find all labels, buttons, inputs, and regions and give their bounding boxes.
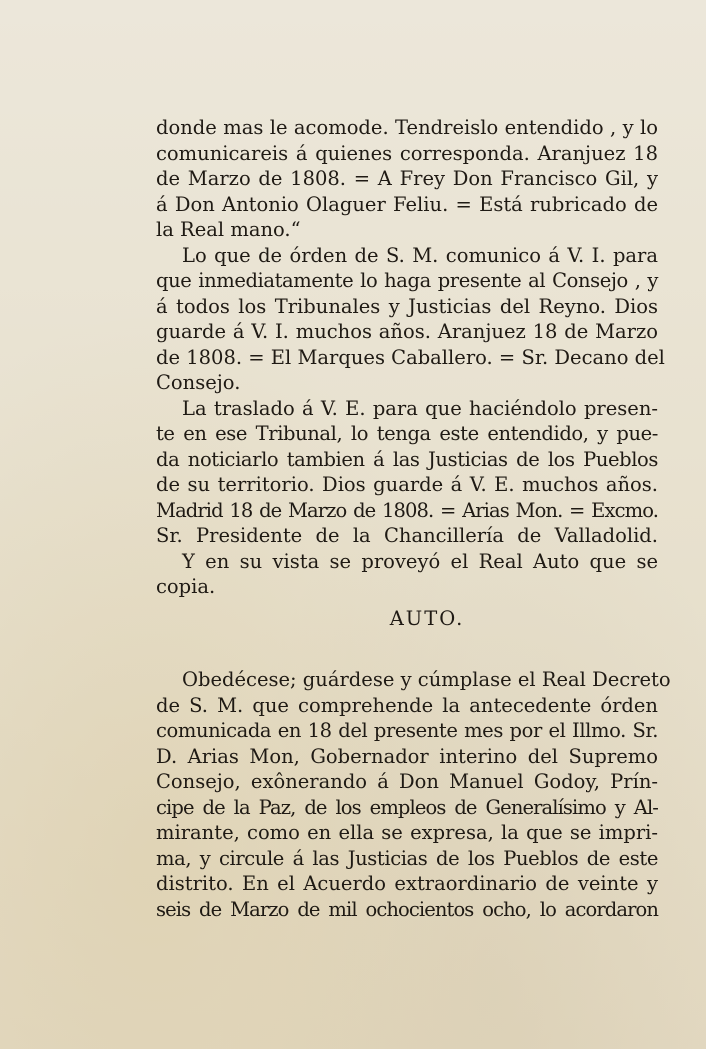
text-line: Sr. Presidente de la Chancillería de Valladolid. (156, 524, 658, 547)
text-line: La traslado á V. E. para que haciéndolo presen- (182, 396, 658, 420)
text-line: de S. M. que comprehende la antecedente órden (156, 693, 658, 717)
text-line: á Don Antonio Olaguer Feliu. = Está rubricado de (156, 192, 658, 216)
text-line: D. Arias Mon, Gobernador interino del Supremo (156, 744, 658, 768)
document-body (156, 115, 671, 922)
paragraph-4 (156, 549, 658, 600)
text-line: comunicada en 18 del presente mes por el Illmo. Sr. (156, 719, 658, 742)
section-heading: AUTO. (389, 606, 465, 630)
text-line: mirante, como en ella se expresa, la que se impri- (156, 821, 658, 844)
paragraph-2 (156, 243, 665, 396)
text-line: da noticiarlo tambien á las Justicias de los Pueblos (156, 447, 658, 471)
text-line: de 1808. = El Marques Caballero. = Sr. Decano del (156, 345, 665, 369)
text-line: comunicareis á quienes corresponda. Aranjuez 18 (156, 141, 658, 165)
text-line: que inmediatamente lo haga presente al Consejo , y (156, 269, 658, 292)
text-line: guarde á V. I. muchos años. Aranjuez 18 de Marzo (156, 320, 658, 343)
text-line: distrito. En el Acuerdo extraordinario de veinte y (156, 872, 658, 895)
paragraph-3 (156, 396, 658, 549)
text-line: copia. (156, 575, 216, 598)
paragraph-1 (156, 115, 658, 243)
text-line: seis de Marzo de mil ochocientos ocho, lo acordaron (156, 897, 658, 921)
text-line: la Real mano.“ (156, 218, 301, 241)
text-line: te en ese Tribunal, lo tenga este entendido, y pue- (156, 422, 658, 445)
text-line: Madrid 18 de Marzo de 1808. = Arias Mon. = Excmo. (156, 498, 658, 522)
text-line: Obedécese; guárdese y cúmplase el Real Decreto (182, 668, 671, 691)
text-line: cipe de la Paz, de los empleos de Generalísimo y Al- (156, 795, 658, 819)
text-line: ma, y circule á las Justicias de los Pueblos de este (156, 846, 658, 870)
paragraph-5 (156, 667, 671, 922)
text-line: Consejo. (156, 371, 241, 394)
text-line: Lo que de órden de S. M. comunico á V. I. para (182, 243, 658, 267)
text-line: Y en su vista se proveyó el Real Auto que se (182, 549, 658, 573)
text-line: á todos los Tribunales y Justicias del Reyno. Dios (156, 294, 658, 318)
text-line: de Marzo de 1808. = A Frey Don Francisco Gil, y (156, 167, 658, 190)
text-line: donde mas le acomode. Tendreislo entendido , y lo (156, 116, 658, 139)
text-line: Consejo, exônerando á Don Manuel Godoy, Prín- (156, 770, 658, 793)
text-line: de su territorio. Dios guarde á V. E. muchos años. (156, 473, 658, 496)
